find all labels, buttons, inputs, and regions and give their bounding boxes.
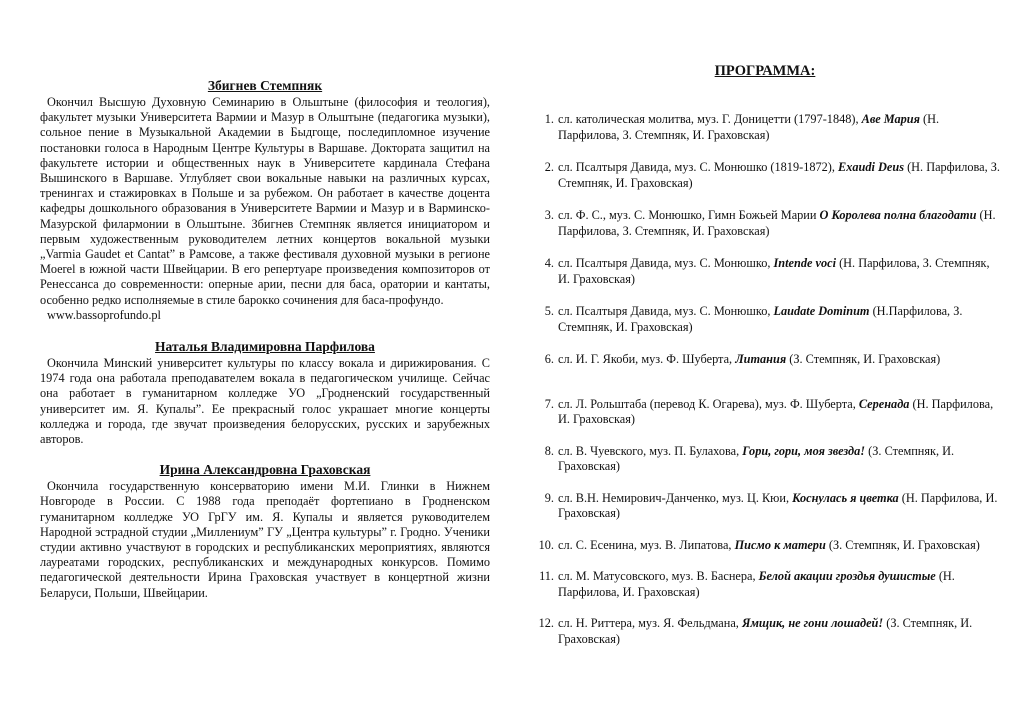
program-item-title: Гори, гори, моя звезда! bbox=[742, 443, 866, 458]
program-item-title: О Королева полна благодати bbox=[819, 208, 977, 222]
program-item bbox=[530, 208, 1000, 239]
program-item-text bbox=[558, 112, 1000, 143]
program-item bbox=[530, 569, 1000, 600]
program-item-title: Exaudi Deus bbox=[838, 160, 904, 174]
program-item-authors: сл. М. Матусовского, муз. В. Баснера, bbox=[558, 569, 759, 583]
program-item bbox=[530, 444, 1000, 475]
program-item-authors: сл. католическая молитва, муз. Г. Доницетти (1797-1848), bbox=[558, 112, 862, 126]
program-item-title: Laudate Dominum bbox=[773, 304, 870, 318]
program-item-text bbox=[558, 208, 1000, 239]
program-item-number: 4. bbox=[544, 256, 554, 270]
program-item-number: 3. bbox=[544, 208, 554, 222]
program-item-performers: (Н. Парфилова, З. Стемпняк, И. Граховская) bbox=[558, 160, 1001, 190]
program-title: ПРОГРАММА: bbox=[714, 63, 816, 79]
program-item-performers: (Н. Парфилова, З. Стемпняк, И. Граховская) bbox=[558, 208, 996, 238]
program-item-performers: (З. Стемпняк, И. Граховская) bbox=[558, 443, 955, 473]
program-item-text bbox=[558, 304, 1000, 335]
program-item-text bbox=[558, 491, 1000, 522]
program-item-performers: (З. Стемпняк, И. Граховская) bbox=[558, 616, 973, 646]
program-item-text bbox=[558, 160, 1000, 191]
program-item-number: 10. bbox=[538, 537, 554, 552]
program-item bbox=[530, 616, 1000, 647]
program-item-authors: сл. С. Есенина, муз. В. Липатова, bbox=[558, 537, 735, 552]
program-item-performers: (Н. Парфилова, И. Граховская) bbox=[558, 396, 994, 426]
program-item-number: 1. bbox=[544, 112, 554, 126]
program-item-title: Ямщик, не гони лошадей! bbox=[741, 616, 884, 630]
program-item bbox=[530, 491, 1000, 522]
program-item bbox=[530, 538, 1000, 554]
program-item-performers: (Н. Парфилова, З. Стемпняк, И. Граховская) bbox=[558, 256, 990, 286]
program-item-authors: сл. Псалтыря Давида, муз. С. Монюшко, bbox=[558, 256, 774, 270]
program-item-authors: сл. Н. Риттера, муз. Я. Фельдмана, bbox=[558, 616, 742, 630]
program-item-performers: (З. Стемпняк, И. Граховская) bbox=[786, 352, 941, 366]
bio-heading-stempniak: Збигнев Стемпняк bbox=[207, 78, 323, 93]
program-column bbox=[530, 62, 1000, 647]
bio-heading-grakhovskaya: Ирина Александровна Граховская bbox=[159, 462, 371, 478]
program-item-authors: сл. В.Н. Немирович-Данченко, муз. Ц. Кюи, bbox=[558, 490, 793, 505]
program-item-number: 7. bbox=[544, 396, 554, 411]
program-item bbox=[530, 397, 1000, 428]
program-item-number: 2. bbox=[544, 160, 554, 174]
program-item-text bbox=[558, 256, 1000, 287]
program-item-authors: сл. Л. Рольштаба (перевод К. Огарева), муз. Ф. Шуберта, bbox=[558, 396, 859, 411]
program-item-number: 5. bbox=[544, 304, 554, 318]
bio-text-grakhovskaya: Окончила государственную консерваторию имени М.И. Глинки в Нижнем Новгороде в России. С 1988 года преподаёт фортепиано в Гродненском гуманитарном колледже УО ГрГУ им. Я. Купалы и является руководителем Народной эстрадной студии „Миллениум” ГУ „Центра культуры” г. Гродно. Ученики студии активно участвуют в городских и республиканских мероприятиях, являются лауреатами городских, республиканских и международных конкурсов. Помимо педагогической деятельности Ирина Граховская участвует в концертной жизни Беларуси, Польши, Швейцарии. bbox=[40, 479, 490, 600]
program-item-authors: сл. Ф. С., муз. С. Монюшко, Гимн Божьей Марии bbox=[558, 208, 820, 222]
program-item-number: 9. bbox=[544, 490, 554, 505]
program-item-text bbox=[558, 444, 1000, 475]
bio-text-stempniak: Окончил Высшую Духовную Семинарию в Ольштыне (философия и теология), факультет музыки Университета Вармии и Мазур в Ольштыне (педагогика музыки), сольное пение в Музыкальной Академии в Быдгоще, последипломное изучение постановки голоса в Народным Центре Культуры в Варшаве. Доктората защитил на факультете истории и общественных наук в Университете кардинала Стефана Вышинского в Варшаве. Углубляет свои вокальные навыки на различных курсах, тренингах и стажировках в Польше и за рубежом. Он работает в качестве доцента кафедры дошкольного образования в Университете Вармии и Мазур и в Варминско-Мазурской филармонии в Ольштыне. Збигнев Стемпняк является инициатором и первым художественным руководителем летних концертов вокальной музыки „Varmia Gaudet et Cantat” в Рамсове, а также фестиваля духовной музыки в регионе Moerel в южной части Швейцарии. В его репертуаре произведения композиторов от Ренессанса до современности: оперные арии, песни для баса, оратории и кантаты, особенно редко исполняемые в стиле барокко сочинения для баса-профундо. bbox=[40, 95, 490, 307]
program-item-performers: (Н.Парфилова, З. Стемпняк, И. Граховская) bbox=[558, 304, 963, 334]
program-item bbox=[530, 256, 1000, 287]
program-item-number: 11. bbox=[539, 569, 554, 583]
program-item bbox=[530, 352, 1000, 368]
biographies-column bbox=[40, 78, 490, 601]
program-item-number: 12. bbox=[538, 616, 554, 630]
bio-text-parfilova: Окончила Минский университет культуры по классу вокала и дирижирования. С 1974 года она работала преподавателем вокала в педагогическом училище. Сейчас она работает в гуманитарном колледже УО „Гродненский государственный университет им. Я. Купалы”. Ее прекрасный голос украшает многие концерты колледжа и города, где звучат произведения белорусских, русских и зарубежных авторов. bbox=[40, 356, 490, 447]
program-item-text bbox=[558, 569, 1000, 600]
program-item-title: Литания bbox=[735, 352, 787, 366]
program-item-text bbox=[558, 616, 1000, 647]
program-item-authors: сл. И. Г. Якоби, муз. Ф. Шуберта, bbox=[558, 352, 736, 366]
program-item bbox=[530, 304, 1000, 335]
program-item bbox=[530, 112, 1000, 143]
program-item-performers: (Н. Парфилова, И. Граховская) bbox=[558, 490, 998, 520]
program-item-authors: сл. Псалтыря Давида, муз. С. Монюшко (1819-1872), bbox=[558, 160, 839, 174]
program-item-performers: (З. Стемпняк, И. Граховская) bbox=[825, 537, 980, 552]
program-item-authors: сл. Псалтыря Давида, муз. С. Монюшко, bbox=[558, 304, 774, 318]
program-item-number: 8. bbox=[544, 443, 554, 458]
program-item-title: Серенада bbox=[858, 396, 910, 411]
program-item-title: Писмо к матери bbox=[734, 537, 826, 552]
program-item-title: Коснулась я цветка bbox=[792, 490, 899, 505]
program-item-title: Белой акации гроздья душистые bbox=[758, 569, 936, 583]
program-item-title: Intende voci bbox=[773, 256, 836, 270]
bio-heading-parfilova: Наталья Владимировна Парфилова bbox=[155, 339, 375, 355]
program-item-authors: сл. В. Чуевского, муз. П. Булахова, bbox=[558, 443, 743, 458]
program-item-performers: (Н. Парфилова, З. Стемпняк, И. Граховская) bbox=[558, 112, 940, 142]
program-item-text bbox=[558, 538, 1000, 554]
program-item-text bbox=[558, 352, 1000, 368]
program-item-title: Аве Мария bbox=[861, 112, 920, 126]
program-item-text bbox=[558, 397, 1000, 428]
program-item-performers: (Н. Парфилова, И. Граховская) bbox=[558, 569, 955, 599]
program-list bbox=[530, 112, 1000, 647]
website-link[interactable]: www.bassoprofundo.pl bbox=[47, 307, 161, 322]
program-item-number: 6. bbox=[544, 352, 554, 366]
program-item bbox=[530, 160, 1000, 191]
